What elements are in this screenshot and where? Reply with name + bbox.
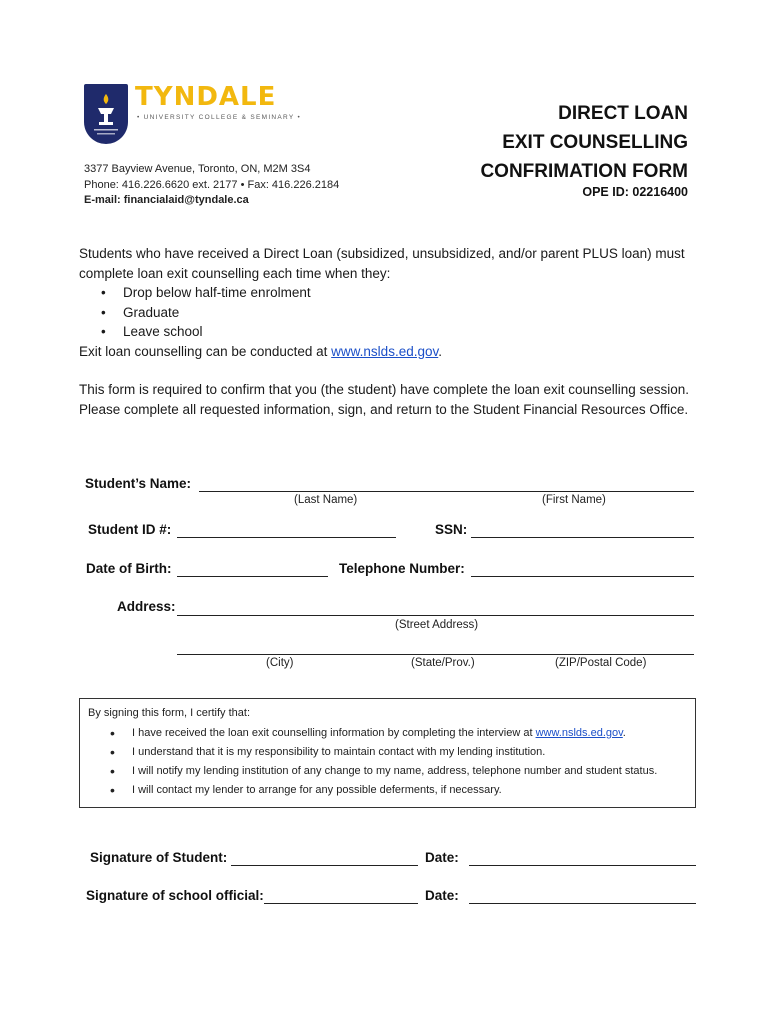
certification-list [88, 726, 687, 798]
list-item: • I understand that it is my responsibility to maintain contact with my lending institution. [132, 745, 687, 760]
counselling-text: Exit loan counselling can be conducted at [79, 343, 332, 359]
city-hint: (City) [266, 657, 294, 669]
ssn-label: SSN: [435, 522, 468, 537]
instructions-paragraph: This form is required to confirm that you (the student) have complete the loan exit counselling session. Please complete all requested information, sign, and return to the Student Financial Resources Office. [79, 382, 690, 417]
official-signature-label: Signature of school official: [86, 888, 264, 903]
address-line: 3377 Bayview Avenue, Toronto, ON, M2M 3S4 [84, 163, 311, 175]
list-item: • I will notify my lending institution of any change to my name, address, telephone number and student status. [132, 764, 687, 779]
student-id-label: Student ID #: [88, 522, 172, 537]
dob-label: Date of Birth: [86, 561, 172, 576]
phone-fax-line: Phone: 416.226.6620 ext. 2177 • Fax: 416.226.2184 [84, 179, 340, 191]
intro-text: Students who have received a Direct Loan (subsidized, unsubsidized, and/or parent PLUS loan) must complete loan exit counselling each time when they: [79, 246, 685, 281]
list-item: • Graduate [123, 303, 699, 323]
street-address-field[interactable] [177, 615, 694, 616]
period-text: . [622, 727, 626, 739]
list-item [132, 726, 687, 741]
address-label: Address: [117, 599, 176, 614]
form-title-line-2: EXIT COUNSELLING [502, 132, 688, 153]
telephone-field[interactable] [471, 576, 694, 577]
nslds-link[interactable]: www.nslds.ed.gov [331, 343, 439, 359]
logo-subtitle: • UNIVERSITY COLLEGE & SEMINARY • [137, 114, 302, 121]
state-hint: (State/Prov.) [411, 657, 475, 669]
ssn-field[interactable] [471, 537, 694, 538]
first-name-hint: (First Name) [542, 494, 606, 506]
telephone-label: Telephone Number: [339, 561, 465, 576]
student-name-field[interactable] [199, 491, 694, 492]
list-item: • I will contact my lender to arrange for any possible deferments, if necessary. [132, 783, 687, 798]
official-date-field[interactable] [469, 903, 696, 904]
last-name-hint: (Last Name) [294, 494, 358, 506]
certification-box [79, 698, 696, 808]
dob-field[interactable] [177, 576, 328, 577]
form-title-line-3: CONFRIMATION FORM [480, 161, 688, 182]
student-date-label: Date: [425, 850, 459, 865]
student-signature-field[interactable] [231, 865, 418, 866]
street-address-hint: (Street Address) [395, 619, 479, 631]
list-item: • Drop below half-time enrolment [123, 283, 699, 303]
counselling-link-line [79, 342, 699, 362]
city-state-zip-field[interactable] [177, 654, 694, 655]
student-signature-label: Signature of Student: [90, 850, 228, 865]
intro-paragraph [79, 244, 699, 361]
condition-list [79, 283, 699, 342]
official-signature-field[interactable] [264, 903, 418, 904]
certify-text: I have received the loan exit counselling information by completing the interview at [132, 727, 536, 739]
logo-wordmark: TYNDALE [135, 82, 277, 112]
official-date-label: Date: [425, 888, 459, 903]
student-date-field[interactable] [469, 865, 696, 866]
period-text: . [438, 343, 442, 359]
ope-id: OPE ID: 02216400 [582, 185, 688, 199]
nslds-link[interactable]: www.nslds.ed.gov [535, 727, 623, 739]
student-name-label: Student’s Name: [85, 476, 192, 491]
tyndale-shield-icon [84, 84, 128, 144]
student-id-field[interactable] [177, 537, 396, 538]
email-line: E-mail: financialaid@tyndale.ca [84, 194, 249, 206]
zip-hint: (ZIP/Postal Code) [555, 657, 647, 669]
certification-intro: By signing this form, I certify that: [88, 707, 251, 719]
form-title-line-1: DIRECT LOAN [558, 103, 688, 124]
list-item: • Leave school [123, 322, 699, 342]
